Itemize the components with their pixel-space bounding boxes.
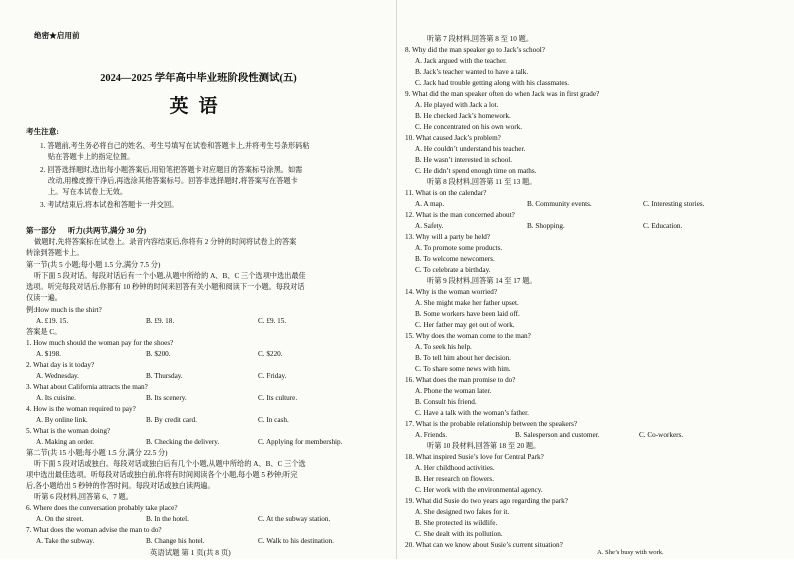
example-answer: 答案是 C。 bbox=[26, 328, 62, 336]
question-14: 14. Why is the woman worried? bbox=[405, 288, 498, 296]
option-a: A. She might make her father upset. bbox=[415, 299, 519, 307]
option-c: C. Friday. bbox=[258, 372, 287, 380]
page-footer: 英语试题 第 1 页(共 8 页) bbox=[150, 548, 231, 557]
option-c: C. In cash. bbox=[258, 416, 289, 424]
option-b: B. Consult his friend. bbox=[415, 398, 477, 406]
question-12: 12. What is the man concerned about? bbox=[405, 211, 515, 219]
option-c: C. At the subway station. bbox=[258, 515, 331, 523]
notice-line: 改动,用橡皮擦干净后,再选涂其他答案标号。回答非选择题时,将答案写在答题卡 bbox=[48, 177, 298, 185]
option-c: C. To share some news with him. bbox=[415, 365, 511, 373]
section1-intro: 听下面 5 段对话。每段对话后有一个小题,从题中所给的 A、B、C 三个选项中选出最佳 bbox=[34, 272, 306, 280]
option-a: A. She designed two fakes for it. bbox=[415, 508, 510, 516]
option-c: C. Have a talk with the woman’s father. bbox=[415, 409, 529, 417]
option-a: A. On the street. bbox=[36, 515, 84, 523]
notice-line: 上。写在本试卷上无效。 bbox=[48, 188, 128, 196]
material-6-heading: 听第 6 段材料,回答第 6、7 题。 bbox=[34, 493, 133, 501]
option-a: A. She’s busy with work. bbox=[597, 549, 664, 556]
option-a: A. By online link. bbox=[36, 416, 88, 424]
option-a: A. Phone the woman later. bbox=[415, 387, 492, 395]
option-c: C. He didn’t spend enough time on maths. bbox=[415, 167, 537, 175]
option-a: A. Friends. bbox=[415, 431, 448, 439]
option-b: B. He wasn’t interested in school. bbox=[415, 156, 513, 164]
option-a: A. $198. bbox=[36, 350, 61, 358]
option-b: B. She protected its wildlife. bbox=[415, 519, 498, 527]
option-a: A. A map. bbox=[415, 200, 445, 208]
exam-title: 2024—2025 学年高中毕业班阶段性测试(五) bbox=[100, 73, 297, 84]
option-b: B. Shopping. bbox=[527, 222, 565, 230]
option-a: A. To promote some products. bbox=[415, 244, 503, 252]
question-1: 1. How much should the woman pay for the shoes? bbox=[26, 339, 174, 347]
question-6: 6. Where does the conversation probably take place? bbox=[26, 504, 178, 512]
part1-intro: 转涂到答题卡上。 bbox=[26, 249, 84, 257]
option-a: A. He couldn’t understand his teacher. bbox=[415, 145, 526, 153]
section1-title: 第一节(共 5 小题;每小题 1.5 分,满分 7.5 分) bbox=[26, 261, 161, 269]
option-b: B. Community events. bbox=[527, 200, 592, 208]
option-b: B. By credit card. bbox=[146, 416, 197, 424]
secret-tag: 绝密★启用前 bbox=[34, 31, 80, 40]
question-7: 7. What does the woman advise the man to do? bbox=[26, 526, 162, 534]
option-c: C. Jack had trouble getting along with his classmates. bbox=[415, 79, 570, 87]
option-b: B. Jack’s teacher wanted to have a talk. bbox=[415, 68, 529, 76]
material-9-heading: 听第 9 段材料,回答第 14 至 17 题。 bbox=[427, 277, 537, 285]
option-b: B. Her research on flowers. bbox=[415, 475, 495, 483]
option-b: B. He checked Jack’s homework. bbox=[415, 112, 511, 120]
option-c: C. Its culture. bbox=[258, 394, 298, 402]
option-c: C. To celebrate a birthday. bbox=[415, 266, 491, 274]
option-a: A. To seek his help. bbox=[415, 343, 472, 351]
option-a: A. Take the subway. bbox=[36, 537, 95, 545]
part1-label: 第一部分 bbox=[26, 226, 56, 235]
question-9: 9. What did the man speaker often do when Jack was in first grade? bbox=[405, 90, 600, 98]
question-4: 4. How is the woman required to pay? bbox=[26, 405, 136, 413]
option-a: A. Her childhood activities. bbox=[415, 464, 495, 472]
option-b: B. In the hotel. bbox=[146, 515, 189, 523]
notice-heading: 考生注意: bbox=[26, 127, 59, 136]
option-a: A. Its cuisine. bbox=[36, 394, 76, 402]
part1-intro: 做题时,先将答案标在试卷上。录音内容结束后,你将有 2 分钟的时间将试卷上的答案 bbox=[34, 238, 297, 246]
option-c: C. $220. bbox=[258, 350, 283, 358]
question-17: 17. What is the probable relationship between the speakers? bbox=[405, 420, 578, 428]
option-c: C. Her work with the environmental agency. bbox=[415, 486, 543, 494]
option-c: C. Walk to his destination. bbox=[258, 537, 334, 545]
subject-title: 英语 bbox=[169, 96, 228, 117]
question-3: 3. What about California attracts the man? bbox=[26, 383, 148, 391]
option-b: B. Change his hotel. bbox=[146, 537, 205, 545]
option-b: B. To welcome newcomers. bbox=[415, 255, 495, 263]
question-18: 18. What inspired Susie’s love for Central Park? bbox=[405, 453, 544, 461]
section2-intro: 后,各小题给出 5 秒钟的作答时间。每段对话或独白读两遍。 bbox=[26, 482, 215, 490]
option-b: B. Salesperson and customer. bbox=[515, 431, 600, 439]
option-a: A. Jack argued with the teacher. bbox=[415, 57, 507, 65]
question-19: 19. What did Susie do two years ago regarding the park? bbox=[405, 497, 568, 505]
example-question: 例:How much is the shirt? bbox=[26, 306, 102, 314]
material-10-heading: 听第 10 段材料,回答第 18 至 20 题。 bbox=[427, 442, 541, 450]
option-a: A. Making an order. bbox=[36, 438, 95, 446]
section2-title: 第二节(共 15 小题;每小题 1.5 分,满分 22.5 分) bbox=[26, 449, 168, 457]
section2-intro: 项中选出最佳选项。听每段对话或独白前,你将有时间阅读各个小题,每小题 5 秒钟;听完 bbox=[26, 471, 298, 479]
question-10: 10. What caused Jack’s problem? bbox=[405, 134, 501, 142]
option-c: C. £9. 15. bbox=[258, 317, 287, 325]
option-b: B. $200. bbox=[146, 350, 171, 358]
option-b: B. £9. 18. bbox=[146, 317, 175, 325]
question-15: 15. Why does the woman come to the man? bbox=[405, 332, 531, 340]
section2-intro: 听下面 5 段对话或独白。每段对话或独白后有几个小题,从题中所给的 A、B、C 三个选 bbox=[34, 460, 306, 468]
notice-line: 贴在答题卡上的指定位置。 bbox=[48, 153, 135, 161]
option-c: C. Education. bbox=[643, 222, 683, 230]
question-8: 8. Why did the man speaker go to Jack’s school? bbox=[405, 46, 545, 54]
option-b: B. Thursday. bbox=[146, 372, 183, 380]
option-a: A. Safety. bbox=[415, 222, 444, 230]
question-5: 5. What is the woman doing? bbox=[26, 427, 111, 435]
left-page bbox=[0, 0, 397, 559]
notice-line: 3. 考试结束后,将本试卷和答题卡一并交回。 bbox=[40, 201, 179, 209]
part1-title: 听力(共两节,满分 30 分) bbox=[68, 226, 147, 235]
question-13: 13. Why will a party be held? bbox=[405, 233, 491, 241]
option-c: C. Applying for membership. bbox=[258, 438, 343, 446]
option-c: C. Co-workers. bbox=[639, 431, 684, 439]
section1-intro: 选项。听完每段对话后,你都有 10 秒钟的时间来回答有关小题和阅读下一小题。每段对话 bbox=[26, 283, 305, 291]
question-2: 2. What day is it today? bbox=[26, 361, 95, 369]
option-c: C. He concentrated on his own work. bbox=[415, 123, 522, 131]
option-c: C. Her father may get out of work. bbox=[415, 321, 515, 329]
option-b: B. Checking the delivery. bbox=[146, 438, 220, 446]
question-11: 11. What is on the calendar? bbox=[405, 189, 487, 197]
option-b: B. Some workers have been laid off. bbox=[415, 310, 520, 318]
section1-intro: 仅读一遍。 bbox=[26, 294, 62, 302]
option-a: A. Wednesday. bbox=[36, 372, 79, 380]
right-page bbox=[397, 0, 794, 559]
material-7-heading: 听第 7 段材料,回答第 8 至 10 题。 bbox=[427, 35, 534, 43]
option-b: B. To tell him about her decision. bbox=[415, 354, 511, 362]
question-16: 16. What does the man promise to do? bbox=[405, 376, 516, 384]
notice-line: 1. 答题前,考生务必将自己的姓名、考生号填写在试卷和答题卡上,并将考生号条形码粘 bbox=[40, 142, 310, 150]
option-c: C. She dealt with its pollution. bbox=[415, 530, 503, 538]
option-c: C. Interesting stories. bbox=[643, 200, 705, 208]
option-a: A. He played with Jack a lot. bbox=[415, 101, 499, 109]
option-a: A. £19. 15. bbox=[36, 317, 69, 325]
option-c bbox=[597, 556, 612, 565]
question-20: 20. What can we know about Susie’s current situation? bbox=[405, 541, 563, 549]
notice-line: 2. 回答选择题时,选出每小题答案后,用铅笔把答题卡对应题目的答案标号涂黑。如需 bbox=[40, 166, 303, 174]
option-b: B. Its scenery. bbox=[146, 394, 187, 402]
material-8-heading: 听第 8 段材料,回答第 11 至 13 题。 bbox=[427, 178, 537, 186]
